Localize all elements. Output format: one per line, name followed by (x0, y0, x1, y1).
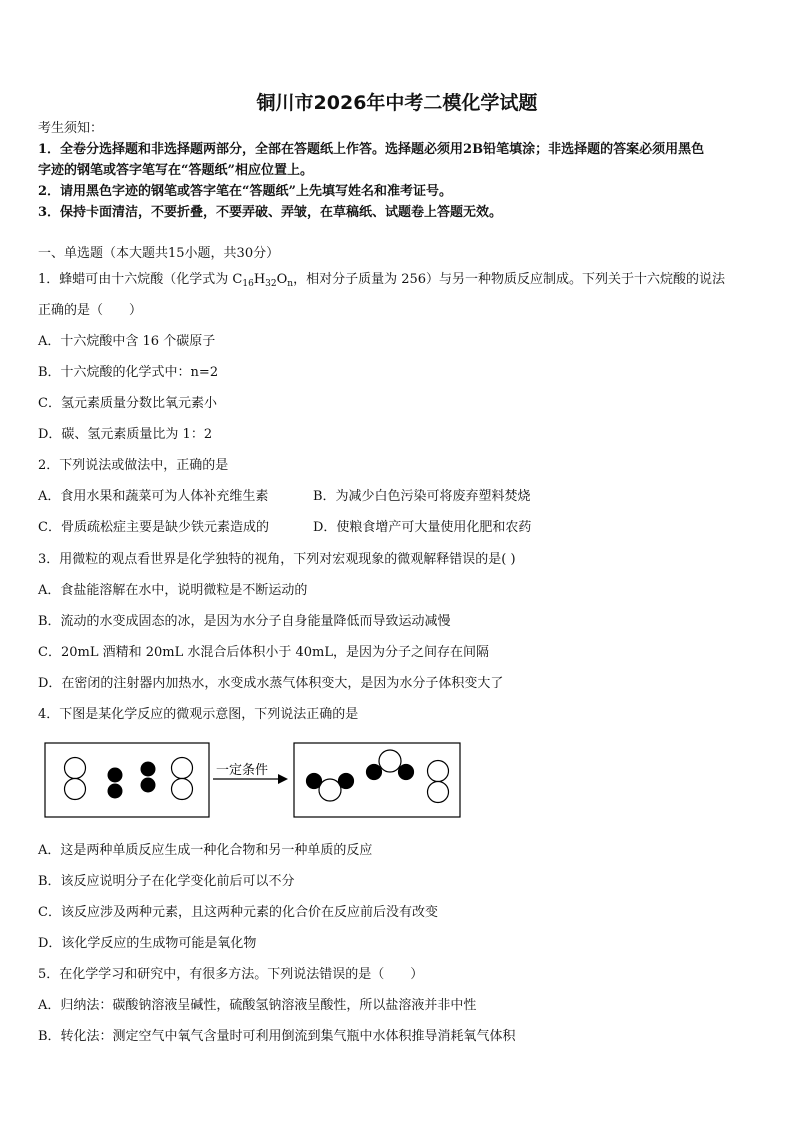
reaction-condition: 一定条件 (216, 763, 269, 778)
option-a: A．食用水果和蔬菜可为人体补充维生素 (38, 489, 269, 504)
option-d: D．碳、氢元素质量比为 1：2 (38, 427, 213, 442)
question-5-stem: 5．在化学学习和研究中，有很多方法。下列说法错误的是（ ） (38, 967, 424, 982)
option-b: B．该反应说明分子在化学变化前后可以不分 (38, 874, 295, 889)
option-b: B．转化法：测定空气中氧气含量时可利用倒流到集气瓶中水体积推导消耗氧气体积 (38, 1029, 516, 1044)
option-c: C．该反应涉及两种元素，且这两种元素的化合价在反应前后没有改变 (38, 905, 438, 920)
reaction-diagram (44, 742, 462, 822)
notice-item: 1．全卷分选择题和非选择题两部分，全部在答题纸上作答。选择题必须用2B铅笔填涂；非选择题的答案必须用黑色 (38, 142, 705, 157)
option-c: C．骨质疏松症主要是缺少铁元素造成的 (38, 520, 269, 535)
molecule-black-pair (141, 762, 156, 793)
molecule-product (307, 774, 354, 802)
notice-item: 字迹的钢笔或答字笔写在“答题纸”相应位置上。 (38, 163, 313, 178)
notice-heading: 考生须知： (38, 121, 104, 136)
option-a: A．归纳法：碳酸钠溶液呈碱性，硫酸氢钠溶液呈酸性，所以盐溶液并非中性 (38, 998, 477, 1013)
question-2-stem: 2．下列说法或做法中，正确的是 (38, 458, 229, 473)
option-d: D．使粮食增产可大量使用化肥和农药 (313, 520, 532, 535)
option-c: C．20mL 酒精和 20mL 水混合后体积小于 40mL，是因为分子之间存在间隔 (38, 645, 489, 660)
option-b: B．为减少白色污染可将废弃塑料焚烧 (313, 489, 531, 504)
section-heading: 一、单选题（本大题共15小题，共30分） (38, 246, 280, 261)
molecule-white-pair (172, 758, 193, 800)
option-b: B．流动的水变成固态的冰，是因为水分子自身能量降低而导致运动减慢 (38, 614, 451, 629)
notice-item: 3．保持卡面清洁，不要折叠，不要弄破、弄皱，在草稿纸、试题卷上答题无效。 (38, 205, 503, 220)
option-a: A．这是两种单质反应生成一种化合物和另一种单质的反应 (38, 843, 373, 858)
arrow-head (278, 774, 288, 784)
notice-item: 2．请用黑色字迹的钢笔或答字笔在“答题纸”上先填写姓名和准考证号。 (38, 184, 453, 199)
option-c: C．氢元素质量分数比氧元素小 (38, 396, 217, 411)
option-b: B．十六烷酸的化学式中：n=2 (38, 365, 219, 380)
molecule-product (367, 750, 414, 780)
question-1-stem-cont: 正确的是（ ） (38, 303, 143, 318)
molecule-white-pair (65, 758, 86, 800)
molecule-black-pair (108, 768, 123, 799)
option-d: D．该化学反应的生成物可能是氧化物 (38, 936, 257, 951)
option-a: A．十六烷酸中含 16 个碳原子 (38, 334, 216, 349)
option-d: D．在密闭的注射器内加热水，水变成水蒸气体积变大，是因为水分子体积变大了 (38, 676, 504, 691)
option-a: A．食盐能溶解在水中，说明微粒是不断运动的 (38, 583, 308, 598)
question-4-stem: 4．下图是某化学反应的微观示意图，下列说法正确的是 (38, 707, 359, 722)
exam-title: 铜川市2026年中考二模化学试题 (256, 92, 538, 114)
question-1-stem: 1．蜂蜡可由十六烷酸（化学式为 $C_{16}H_{32}O_n$，相对分子质量为 256）与另一种物质反应制成。下列关于十六烷酸的说法 (38, 272, 726, 289)
question-3-stem: 3．用微粒的观点看世界是化学独特的视角，下列对宏观现象的微观解释错误的是( ) (38, 552, 516, 567)
molecule-white-pair (428, 761, 449, 803)
